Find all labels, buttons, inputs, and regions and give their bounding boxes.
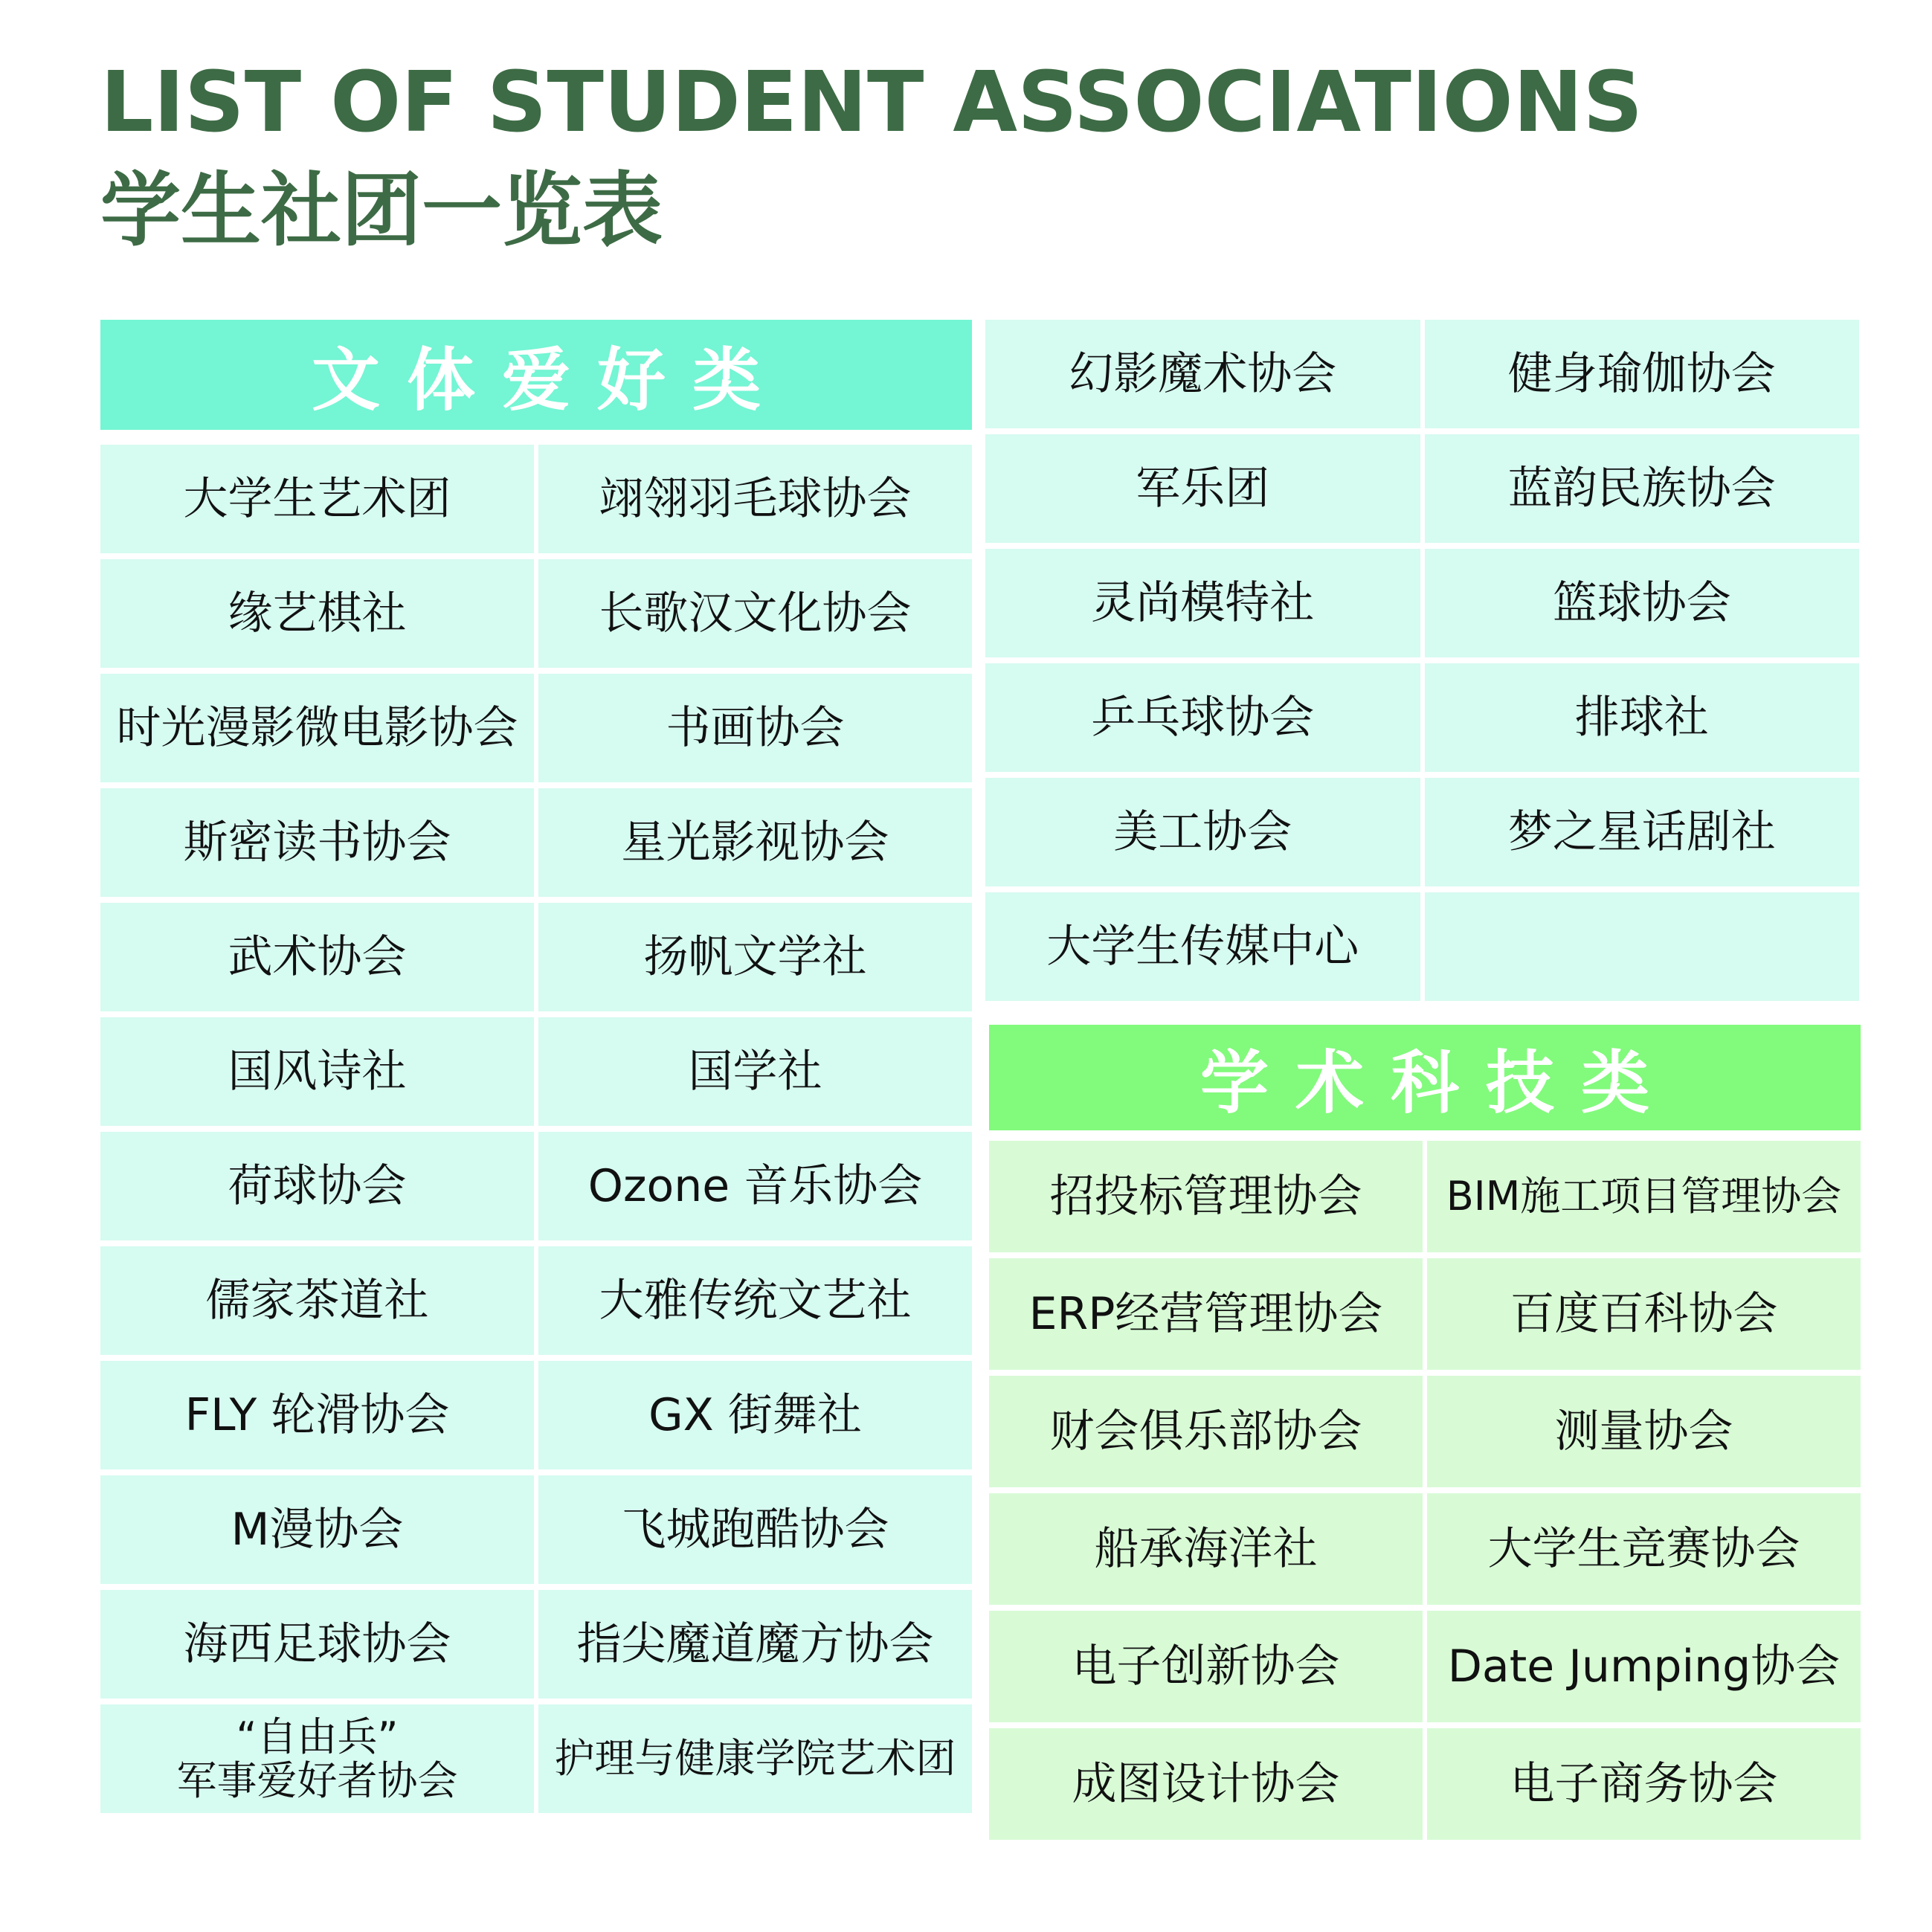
association-cell: 大雅传统文艺社 [538,1246,972,1355]
academic-grid [989,1141,1861,1840]
association-cell: 星光影视协会 [538,788,972,897]
association-cell: 灵尚模特社 [985,549,1420,657]
association-name-line1: “自由兵” [236,1713,399,1760]
association-cell: 测量协会 [1427,1376,1861,1487]
academic-panel [989,1025,1861,1840]
association-cell: 军乐团 [985,434,1420,543]
empty-cell [1425,892,1860,1001]
association-cell: 百度百科协会 [1427,1258,1861,1370]
sports-grid-right [985,320,1859,1001]
page-title-chinese: 学生社团一览表 [100,164,663,257]
sports-grid-left [100,445,972,1813]
association-cell: 斯密读书协会 [100,788,534,897]
association-cell: 大学生艺术团 [100,445,534,553]
association-cell: 海西足球协会 [100,1590,534,1698]
association-cell: M漫协会 [100,1475,534,1584]
association-cell: 大学生传媒中心 [985,892,1420,1001]
association-cell: BIM施工项目管理协会 [1427,1141,1861,1252]
association-cell: FLY 轮滑协会 [100,1361,534,1469]
association-cell: 荷球协会 [100,1132,534,1240]
association-cell: 大学生竞赛协会 [1427,1493,1861,1605]
association-cell: ERP经营管理协会 [989,1258,1423,1370]
association-cell: 书画协会 [538,674,972,782]
association-cell: Date Jumping协会 [1427,1611,1861,1722]
association-cell: 长歌汉文化协会 [538,559,972,668]
association-cell: 蓝韵民族协会 [1425,434,1860,543]
association-cell [100,1704,534,1813]
association-cell: 指尖魔道魔方协会 [538,1590,972,1698]
association-cell: 成图设计协会 [989,1728,1423,1840]
association-cell: 财会俱乐部协会 [989,1376,1423,1487]
association-cell: 船承海洋社 [989,1493,1423,1605]
association-cell: 缘艺棋社 [100,559,534,668]
association-name-line2: 军事爱好者协会 [176,1757,458,1804]
sports-panel-left [100,320,972,1813]
association-cell: 武术协会 [100,903,534,1011]
page-title-english: LIST OF STUDENT ASSOCIATIONS [100,54,1643,151]
association-cell: 儒家茶道社 [100,1246,534,1355]
association-cell: 幻影魔术协会 [985,320,1420,428]
association-cell: 电子创新协会 [989,1611,1423,1722]
association-cell: 梦之星话剧社 [1425,778,1860,886]
association-cell: GX 街舞社 [538,1361,972,1469]
sports-panel-right [985,320,1859,1001]
association-cell: 电子商务协会 [1427,1728,1861,1840]
association-cell: 健身瑜伽协会 [1425,320,1860,428]
association-cell: 国风诗社 [100,1017,534,1126]
association-cell: 国学社 [538,1017,972,1126]
association-cell: 飞城跑酷协会 [538,1475,972,1584]
academic-category-header: 学术科技类 [989,1025,1861,1130]
association-cell: 美工协会 [985,778,1420,886]
association-cell: Ozone 音乐协会 [538,1132,972,1240]
association-cell: 扬帆文学社 [538,903,972,1011]
association-cell: 招投标管理协会 [989,1141,1423,1252]
association-cell: 乒乓球协会 [985,663,1420,772]
association-cell: 护理与健康学院艺术团 [538,1704,972,1813]
association-cell: 时光漫影微电影协会 [100,674,534,782]
association-cell: 翊翎羽毛球协会 [538,445,972,553]
association-cell: 排球社 [1425,663,1860,772]
association-cell: 篮球协会 [1425,549,1860,657]
sports-category-header: 文体爱好类 [100,320,972,430]
